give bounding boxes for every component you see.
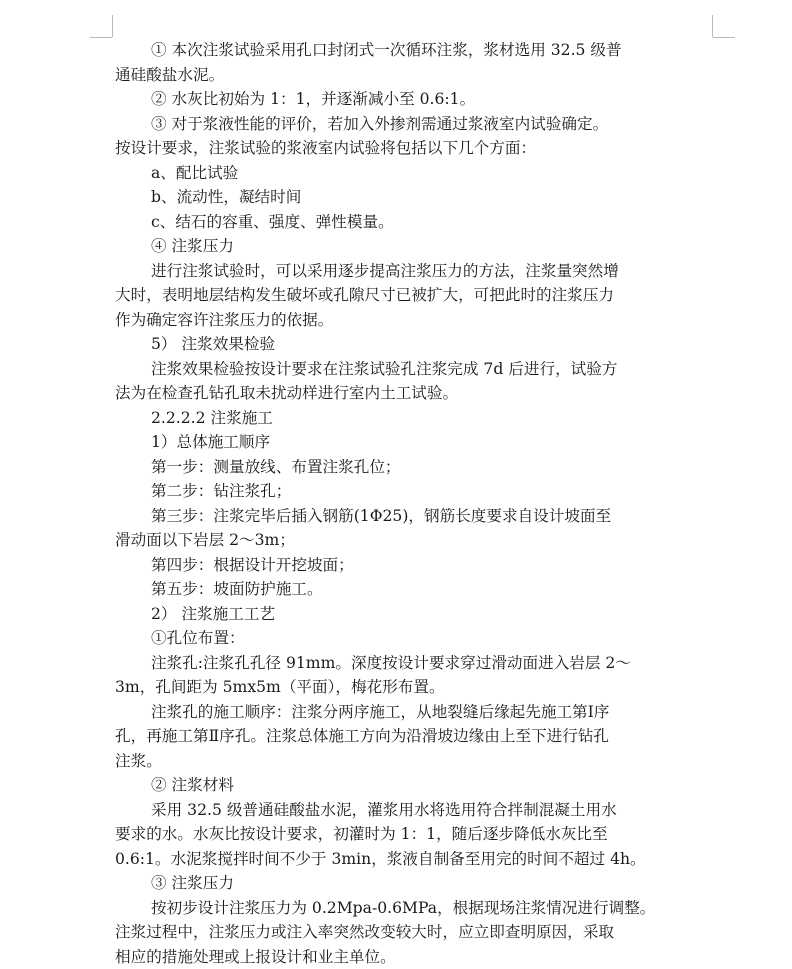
text-line: 作为确定容许注浆压力的依据。 xyxy=(115,308,715,333)
text-line: 0.6:1。水泥浆搅拌时间不少于 3min，浆液自制备至用完的时间不超过 4h。 xyxy=(115,847,715,872)
text-line: 按初步设计注浆压力为 0.2Mpa-0.6MPa，根据现场注浆情况进行调整。 xyxy=(115,896,715,921)
text-line: 第三步：注浆完毕后插入钢筋(1Φ25)，钢筋长度要求自设计坡面至 xyxy=(115,504,715,529)
text-line: 法为在检查孔钻孔取未扰动样进行室内土工试验。 xyxy=(115,381,715,406)
text-line: 进行注浆试验时，可以采用逐步提高注浆压力的方法，注浆量突然增 xyxy=(115,259,715,284)
text-line: b、流动性，凝结时间 xyxy=(115,185,715,210)
text-line: 第一步：测量放线、布置注浆孔位； xyxy=(115,455,715,480)
text-line: 第四步：根据设计开挖坡面； xyxy=(115,553,715,578)
text-line: 采用 32.5 级普通硅酸盐水泥，灌浆用水将选用符合拌制混凝土用水 xyxy=(115,798,715,823)
text-line: ③ 对于浆液性能的评价，若加入外掺剂需通过浆液室内试验确定。 xyxy=(115,112,715,137)
text-line: a、配比试验 xyxy=(115,161,715,186)
text-line: 注浆孔的施工顺序：注浆分两序施工，从地裂缝后缘起先施工第Ⅰ序 xyxy=(115,700,715,725)
margin-corner-mark-top-right xyxy=(713,37,735,38)
text-line: 按设计要求，注浆试验的浆液室内试验将包括以下几个方面： xyxy=(115,136,715,161)
margin-corner-mark-top-right xyxy=(712,15,713,37)
text-line: 2） 注浆施工工艺 xyxy=(115,602,715,627)
margin-corner-mark-top-left xyxy=(112,15,113,37)
text-line: 注浆。 xyxy=(115,749,715,774)
text-line: 第五步：坡面防护施工。 xyxy=(115,577,715,602)
text-line: 第二步：钻注浆孔； xyxy=(115,479,715,504)
text-line: 孔，再施工第Ⅱ序孔。注浆总体施工方向为沿滑坡边缘由上至下进行钻孔 xyxy=(115,724,715,749)
text-line: 要求的水。水灰比按设计要求，初灌时为 1：1，随后逐步降低水灰比至 xyxy=(115,822,715,847)
text-line: ④ 注浆压力 xyxy=(115,234,715,259)
document-body xyxy=(115,38,715,969)
margin-corner-mark-top-left xyxy=(90,37,112,38)
text-line: 注浆效果检验按设计要求在注浆试验孔注浆完成 7d 后进行，试验方 xyxy=(115,357,715,382)
text-line: ③ 注浆压力 xyxy=(115,871,715,896)
text-line: ①孔位布置： xyxy=(115,626,715,651)
text-line: 注浆过程中，注浆压力或注入率突然改变较大时，应立即查明原因，采取 xyxy=(115,920,715,945)
text-line: c、结石的容重、强度、弹性模量。 xyxy=(115,210,715,235)
text-line: ② 注浆材料 xyxy=(115,773,715,798)
text-line: 2.2.2.2 注浆施工 xyxy=(115,406,715,431)
text-line: 1）总体施工顺序 xyxy=(115,430,715,455)
text-line: 3m，孔间距为 5mx5m（平面），梅花形布置。 xyxy=(115,675,715,700)
text-line: 滑动面以下岩层 2～3m； xyxy=(115,528,715,553)
text-line: 通硅酸盐水泥。 xyxy=(115,63,715,88)
text-line: 相应的措施处理或上报设计和业主单位。 xyxy=(115,945,715,969)
text-line: ① 本次注浆试验采用孔口封闭式一次循环注浆，浆材选用 32.5 级普 xyxy=(115,38,715,63)
text-line: ② 水灰比初始为 1：1，并逐渐减小至 0.6:1。 xyxy=(115,87,715,112)
text-line: 5） 注浆效果检验 xyxy=(115,332,715,357)
text-line: 大时，表明地层结构发生破坏或孔隙尺寸已被扩大，可把此时的注浆压力 xyxy=(115,283,715,308)
text-line: 注浆孔:注浆孔孔径 91mm。深度按设计要求穿过滑动面进入岩层 2～ xyxy=(115,651,715,676)
